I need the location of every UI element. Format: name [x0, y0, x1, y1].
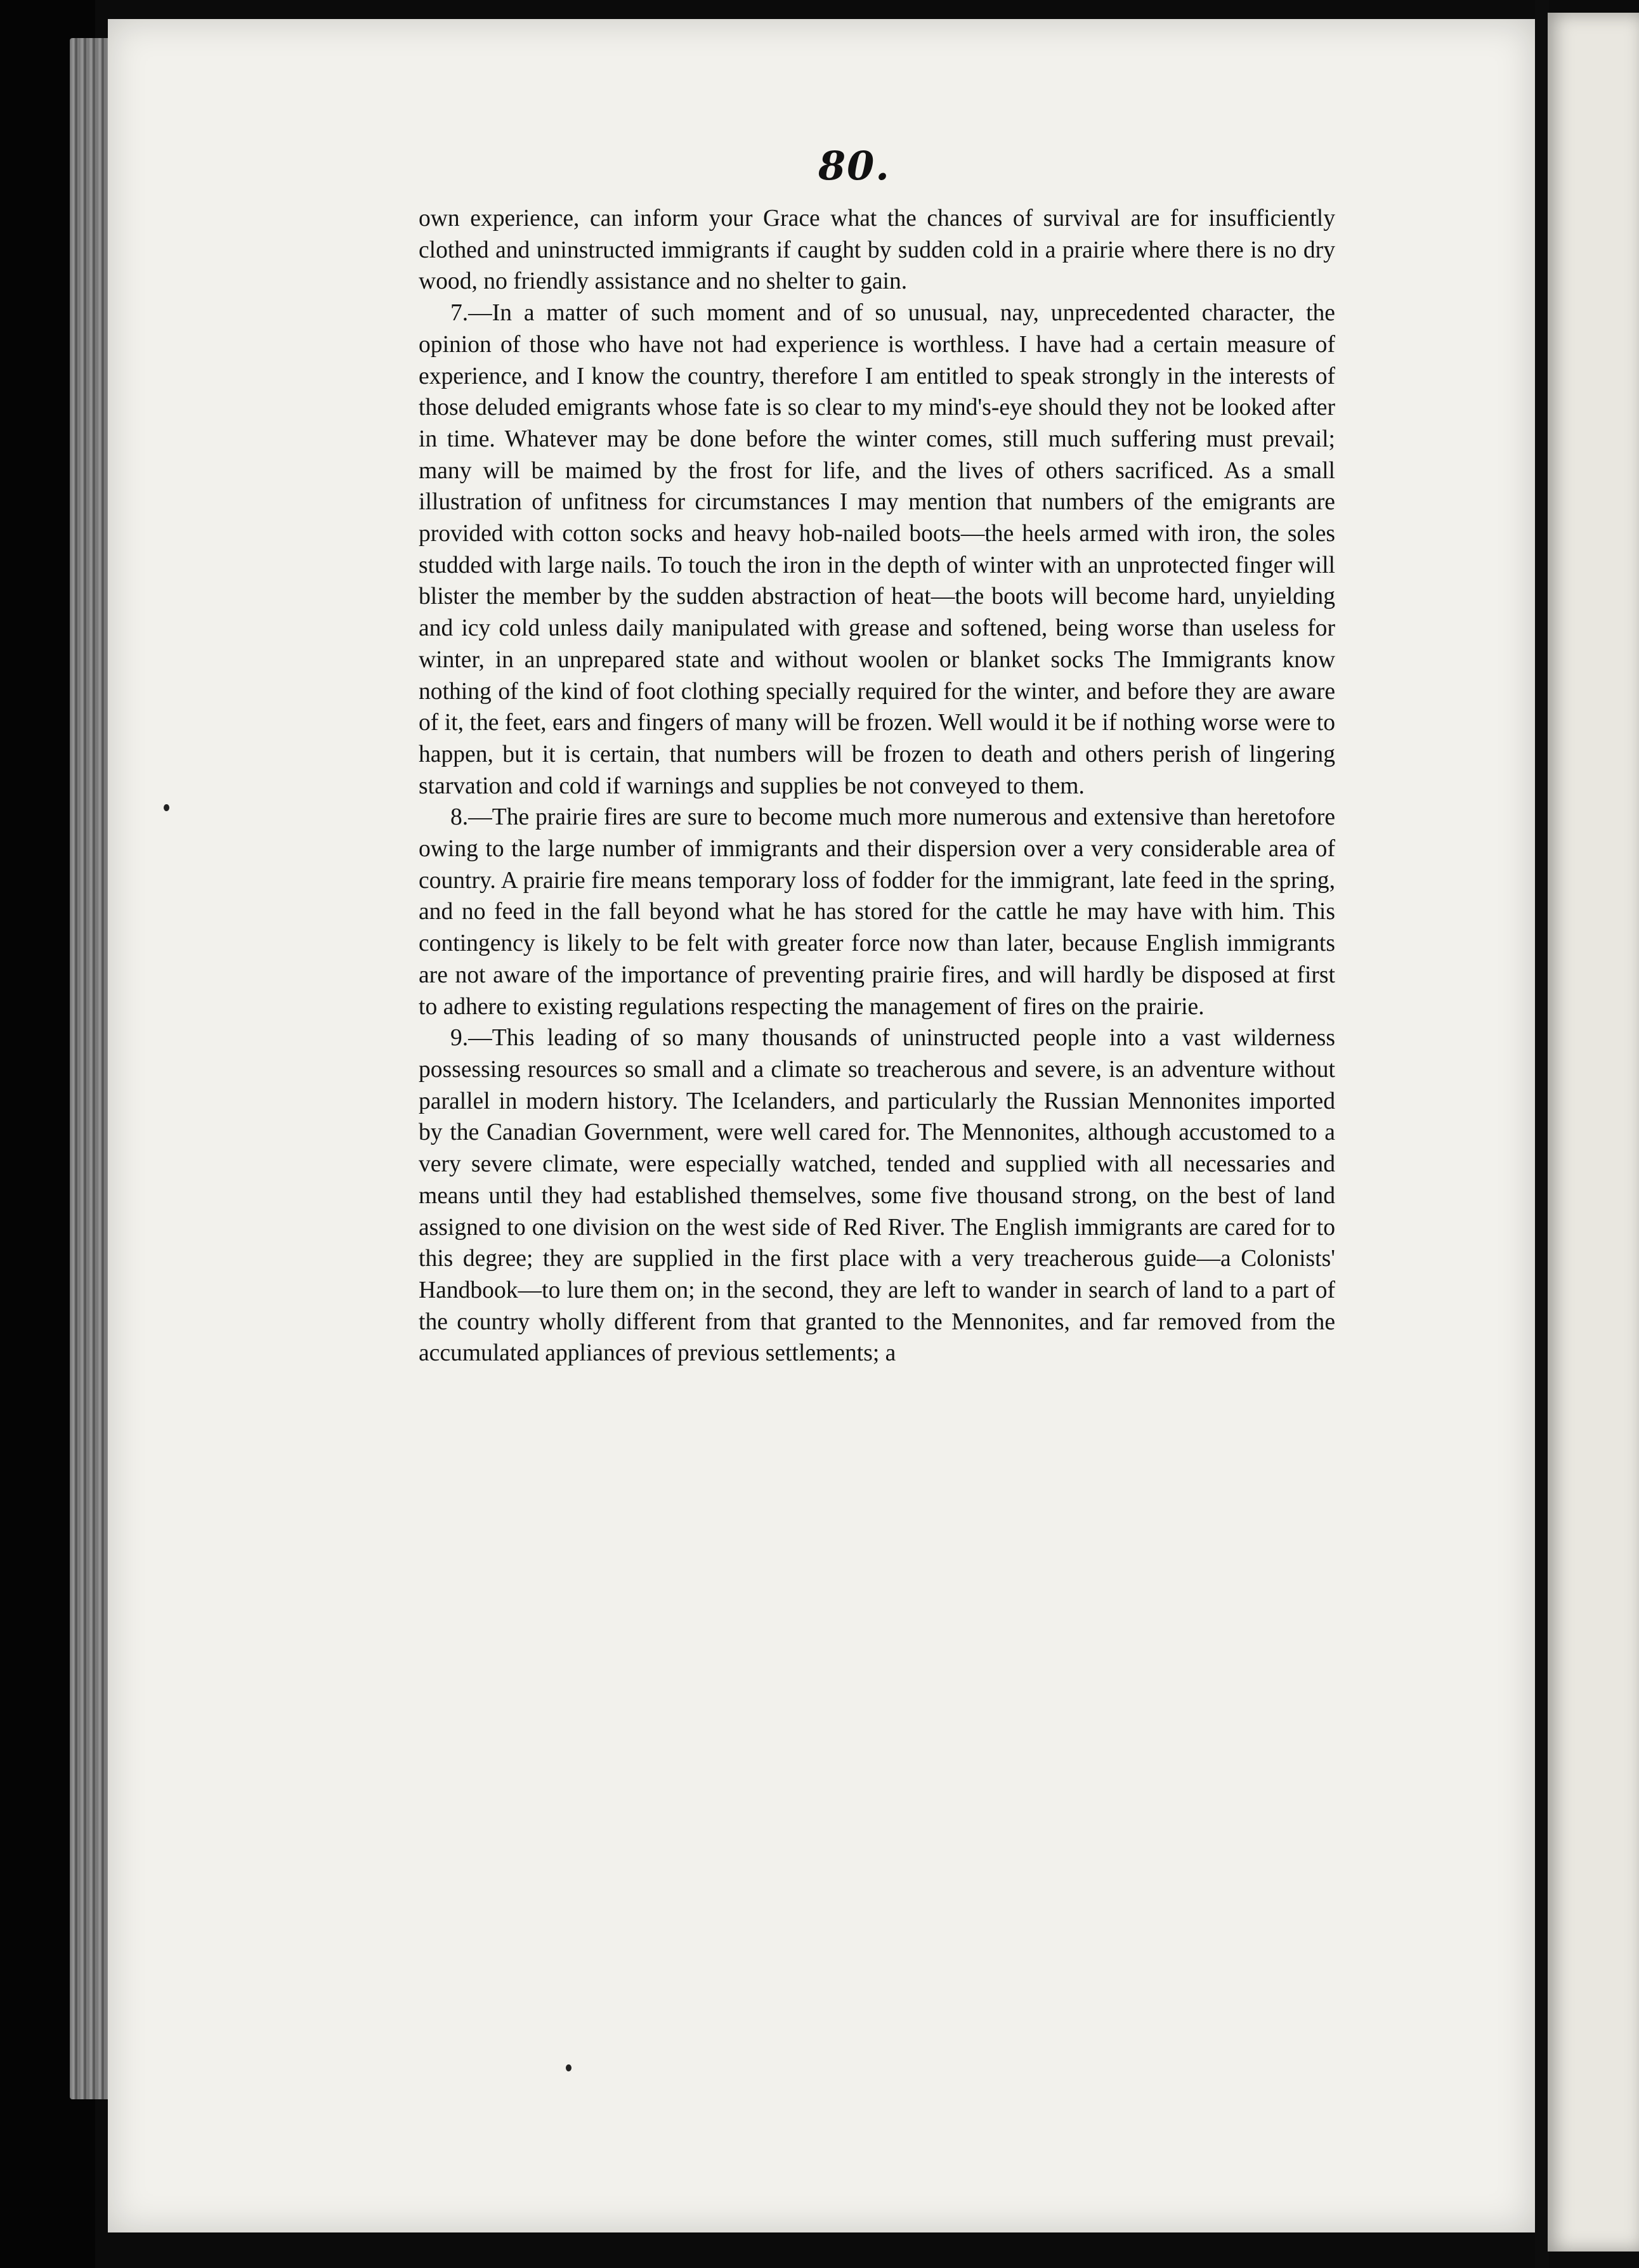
paragraph-7: 7.—In a matter of such moment and of so unusual, nay, unprecedented character, the opinion of those who have not had experience is worthless. I have had a certain measure of experience, and I know the country, therefore I am entitled to speak strongly in the interests of those deluded emigrants whose fate is so clear to my mind's-eye should they not be looked after in time. Whatever may be done before the winter comes, still much suffering must prevail; many will be maimed by the frost for life, and the lives of others sacrificed. As a small illustration of unfitness for circumstances I may mention that numbers of the emigrants are provided with cotton socks and heavy hob-nailed boots—the heels armed with iron, the soles studded with large nails. To touch the iron in the depth of winter with an unprotected finger will blister the member by the sudden abstraction of heat—the boots will become hard, unyielding and icy cold unless daily manipulated with grease and softened, being worse than useless for winter, in an unprepared state and without woolen or blanket socks The Immigrants know nothing of the kind of foot clothing specially required for the winter, and before they are aware of it, the feet, ears and fingers of many will be frozen. Well would it be if nothing worse were to happen, but it is certain, that numbers will be frozen to death and others perish of lingering starvation and cold if warnings and supplies be not conveyed to them. — [419, 300, 1335, 799]
book-gutter — [1535, 0, 1549, 2268]
paragraph-9: 9.—This leading of so many thousands of uninstructed people into a vast wilderness possessing resources so small and a climate so treacherous and severe, is an adventure without parallel in modern history. The Icelanders, and particularly the Russian Mennonites imported by the Canadian Government, were well cared for. The Mennonites, although accustomed to a very severe climate, were especially watched, tended and supplied with all necessaries and means until they had established themselves, some five thousand strong, on the best of land assigned to one division on the west side of Red River. The English immigrants are cared for to this degree; they are supplied in the first place with a very treacherous guide—a Colonists' Handbook—to lure them on; in the second, they are left to wander in search of land to a part of the country wholly different from that granted to the Mennonites, and far removed from the accumulated appliances of previous settlements; a — [419, 1025, 1335, 1367]
paragraph-continuation: own experience, can inform your Grace what the chances of survival are for insufficiently clothed and uninstructed immigrants if caught by sudden cold in a prairie where there is no dry wood, no friendly assistance and no shelter to gain. — [419, 205, 1335, 295]
adjacent-page-edge — [1548, 13, 1639, 2252]
paragraph-8: 8.—The prairie fires are sure to become much more numerous and extensive than heretofore owing to the large number of immigrants and their dispersion over a very considerable area of country. A prairie fire means temporary loss of fodder for the immigrant, late feed in the spring, and no feed in the fall beyond what he has stored for the cattle he may have with him. This contingency is likely to be felt with greater force now than later, because English immigrants are not aware of the importance of preventing prairie fires, and will hardly be disposed at first to adhere to existing regulations respecting the management of fires on the prairie. — [419, 804, 1335, 1020]
specks — [566, 2064, 571, 2071]
page-number: 80. — [818, 143, 891, 189]
page-body — [419, 203, 1335, 1369]
specks — [164, 804, 169, 811]
